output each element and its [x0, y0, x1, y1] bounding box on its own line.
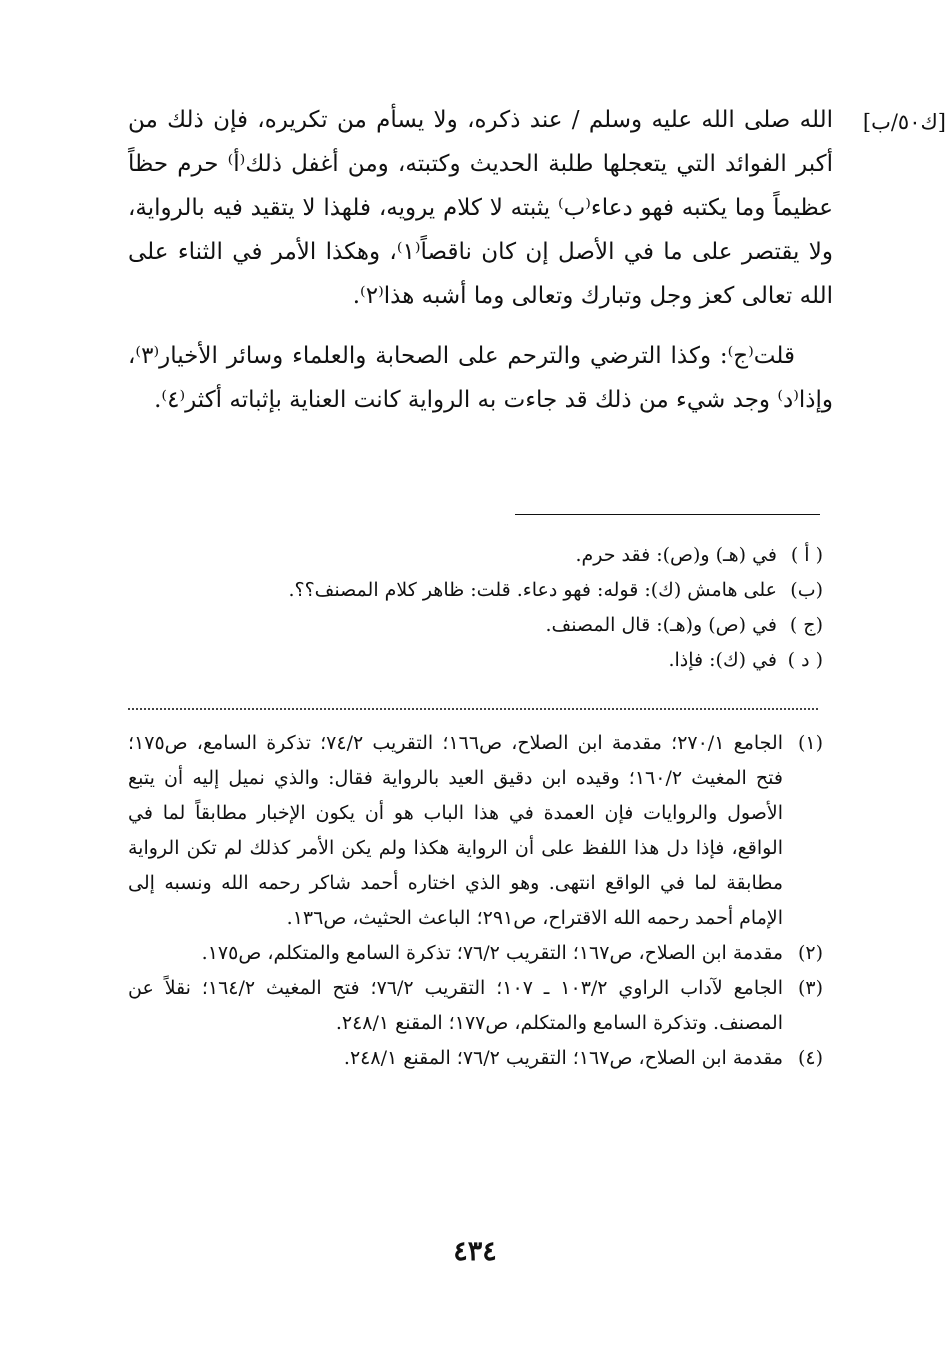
variant-note — [128, 608, 823, 643]
source-note-text: الجامع لآداب الراوي ١٠٣/٢ ـ ١٠٧؛ التقريب ٧٦/٢؛ فتح المغيث ١٦٤/٢؛ نقلاً عن المصنف. وتذكرة السامع والمتكلم، ص١٧٧؛ المقنع ٢٤٨/١. — [128, 977, 783, 1034]
source-note — [128, 971, 823, 1041]
manuscript-folio-marker: [ك٥٠/ب] — [862, 110, 946, 134]
source-note — [128, 726, 823, 936]
dotted-separator — [128, 708, 818, 710]
variant-note-text: في (ك): فإذا. — [668, 649, 777, 671]
variant-notes-list — [128, 538, 823, 678]
source-note-text: مقدمة ابن الصلاح، ص١٦٧؛ التقريب ٧٦/٢؛ تذكرة السامع والمتكلم، ص١٧٥. — [201, 942, 783, 964]
page-number: ٤٣٤ — [453, 1236, 497, 1267]
variant-note-mark: (ج ) — [789, 614, 823, 636]
source-note-number: (٢) — [797, 942, 823, 964]
source-note-number: (٣) — [797, 977, 823, 999]
source-note-number: (١) — [797, 732, 823, 754]
footnote-separator-line — [515, 514, 820, 515]
variant-note — [128, 573, 823, 608]
variant-note-text: على هامش (ك): قوله: فهو دعاء. قلت: ظاهر كلام المصنف؟؟. — [288, 579, 777, 601]
source-note-number: (٤) — [797, 1047, 823, 1069]
variant-note-mark: (ب) — [790, 579, 823, 601]
variant-note-mark: ( د ) — [787, 649, 823, 671]
source-note-text: مقدمة ابن الصلاح، ص١٦٧؛ التقريب ٧٦/٢؛ المقنع ٢٤٨/١. — [343, 1047, 783, 1069]
variant-note — [128, 643, 823, 678]
main-paragraph-1: الله صلى الله عليه وسلم / عند ذكره، ولا يسأم من تكريره، فإن ذلك من أكبر الفوائد التي يتعجلها طلبة الحديث وكتبته، ومن أغفل ذلك⁽أ⁾ حرم حظاً عظيماً وما يكتبه فهو دعاء⁽ب⁾ يثبته لا كلام يرويه، فلهذا لا يتقيد فيه بالرواية، ولا يقتصر على ما في الأصل إن كان ناقصاً⁽١⁾، وهكذا الأمر في الثناء على الله تعالى كعز وجل وتبارك وتعالى وما أشبه هذا⁽٢⁾. — [128, 107, 834, 309]
variant-note — [128, 538, 823, 573]
main-text-block — [128, 98, 833, 422]
variant-note-text: في (ص) و(هـ): قال المصنف. — [545, 614, 777, 636]
source-note-text: الجامع ٢٧٠/١؛ مقدمة ابن الصلاح، ص١٦٦؛ التقريب ٧٤/٢؛ تذكرة السامع، ص١٧٥؛ فتح المغيث ١٦٠/٢؛ وقيده ابن دقيق العيد بالرواية فقال: والذي نميل إليه أن يتبع الأصول والروايات فإن العمدة في هذا الباب هو أن يكون الإخبار مطابقاً لما في الواقع، فإذا دل هذا اللفظ على أن الرواية هكذا ولم يكن الأمر كذلك لم تكن الرواية مطابقة لما في الواقع انتهى. وهو الذي اختاره أحمد شاكر رحمه الله ونسبه إلى الإمام أحمد رحمه الله الاقتراح، ص٢٩١؛ الباعث الحثيث، ص١٣٦. — [128, 732, 784, 929]
source-notes-list — [128, 726, 823, 1076]
source-note — [128, 936, 823, 971]
variant-note-mark: ( أ ) — [790, 544, 823, 566]
main-paragraph-2: قلت⁽ج⁾: وكذا الترضي والترحم على الصحابة والعلماء وسائر الأخيار⁽٣⁾، وإذا⁽د⁾ وجد شيء من ذلك قد جاءت به الرواية كانت العناية بإثباته أكثر⁽٤⁾. — [128, 343, 833, 413]
source-note — [128, 1041, 823, 1076]
variant-note-text: في (هـ) و(ص): فقد حرم. — [575, 544, 777, 566]
